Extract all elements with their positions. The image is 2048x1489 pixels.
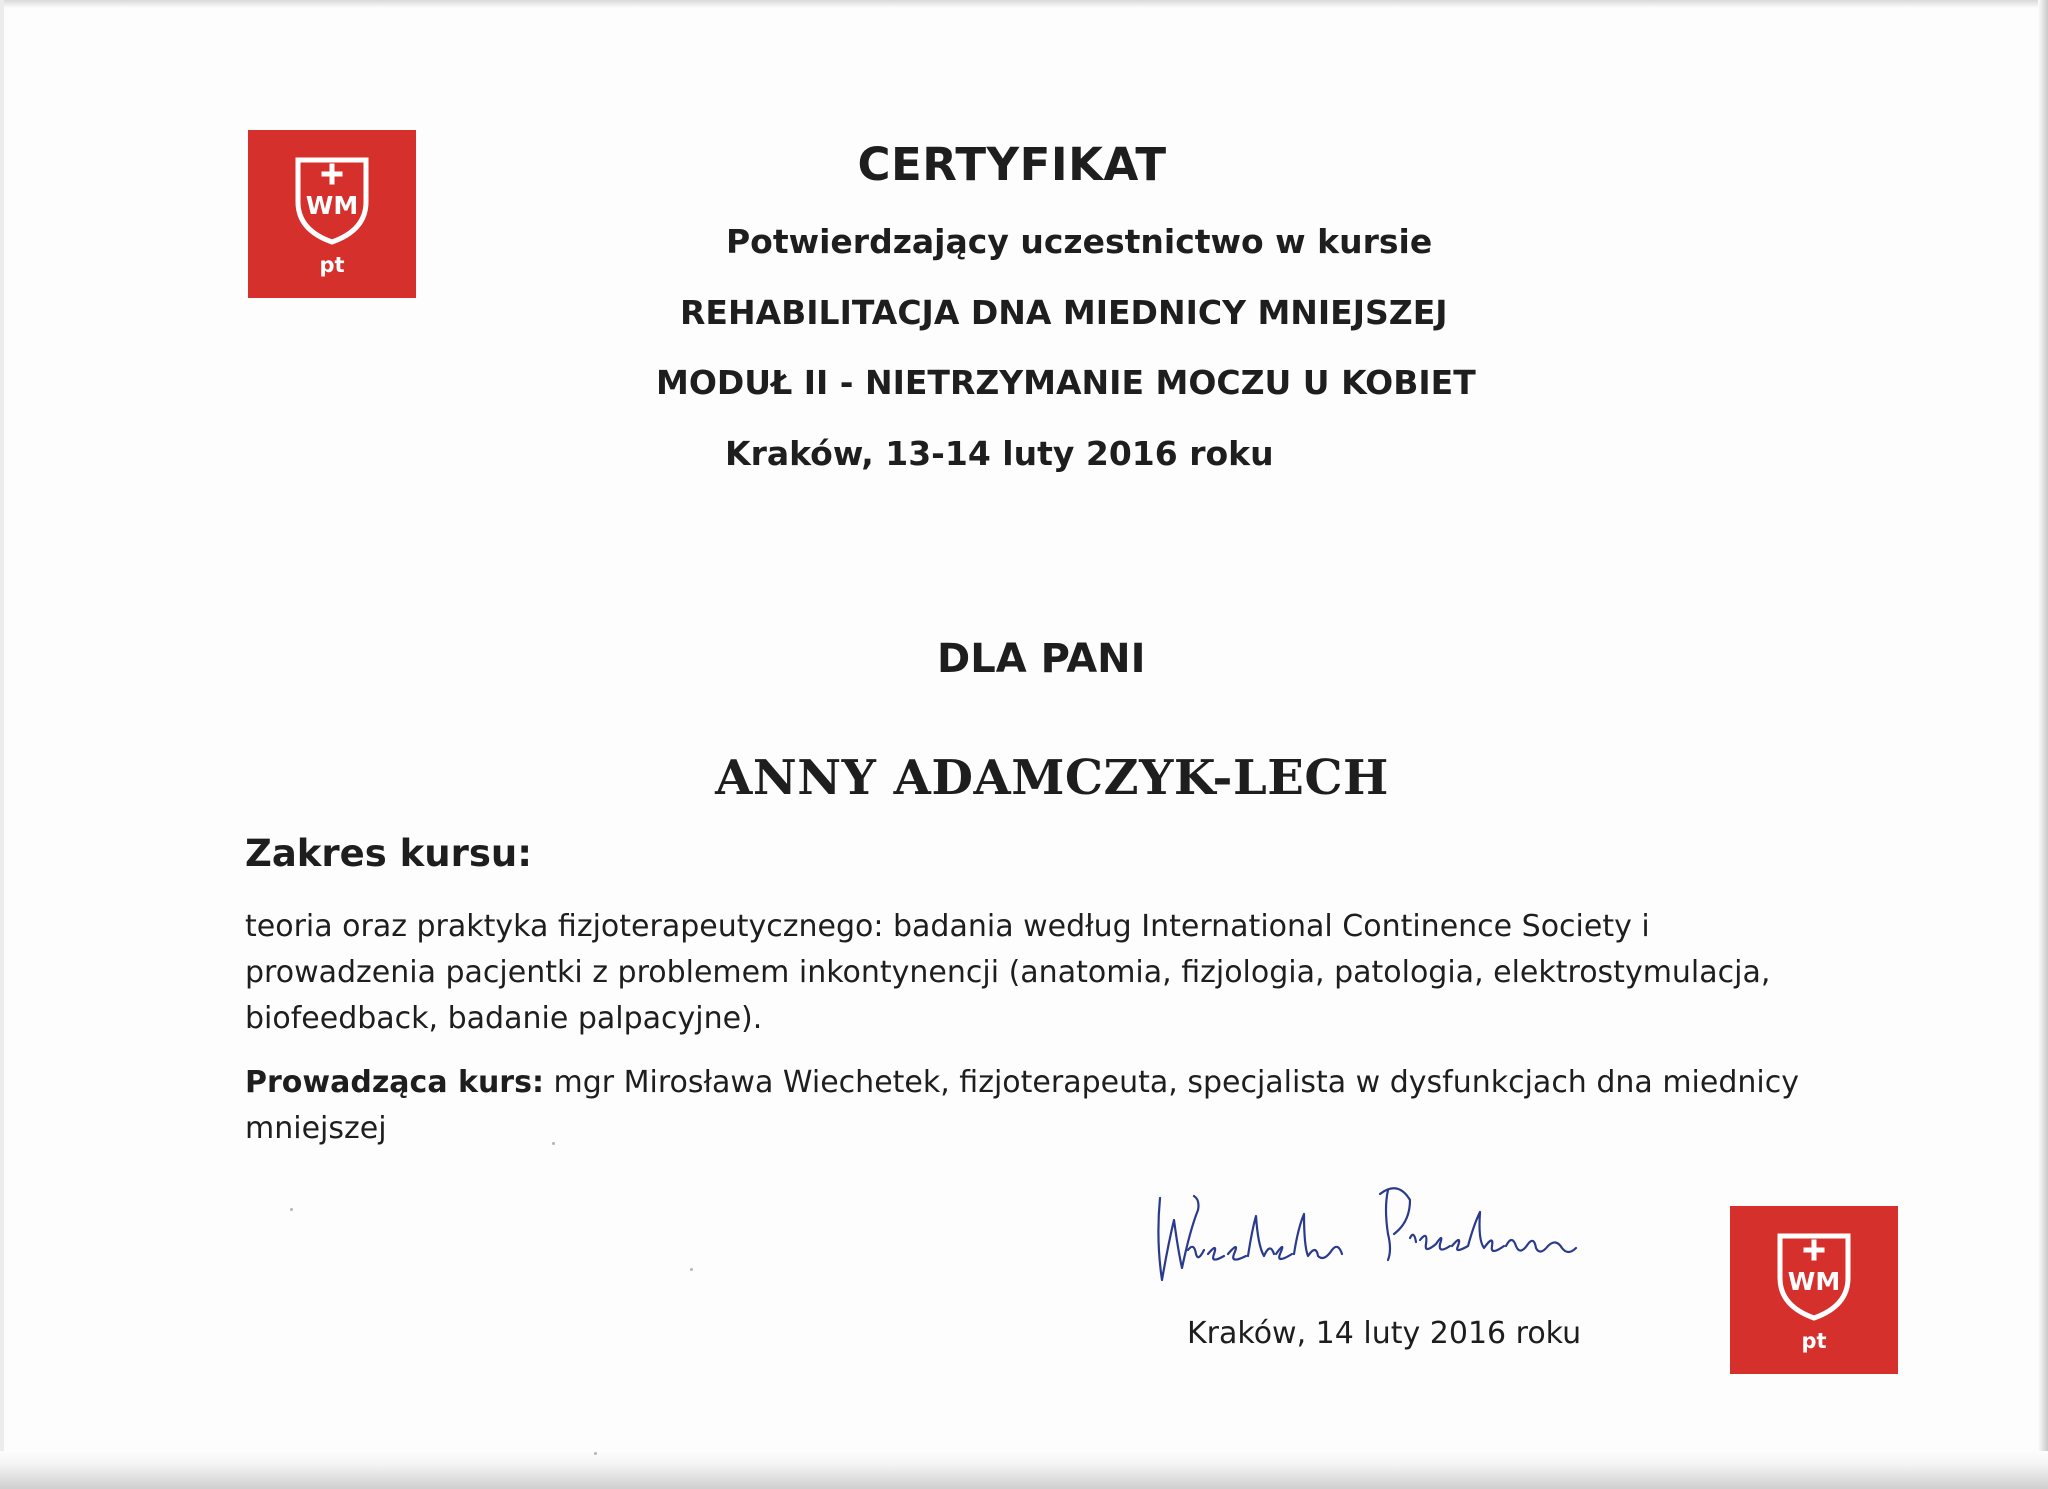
for-label: DLA PANI	[937, 636, 1146, 682]
scope-text: teoria oraz praktyka fizjoterapeutycznego: badania według International Continence Society i prowadzenia pacjentki z problemem inkontynencji (anatomia, fizjologia, patologia, elektrostymulacja, biofeedback, badanie palpacyjne).	[245, 909, 1771, 1036]
scan-edge-bottom	[0, 1451, 2048, 1489]
scan-speck	[552, 1142, 555, 1145]
signature-image	[1148, 1150, 1628, 1300]
logo-text-pt: pt	[1801, 1329, 1827, 1353]
scan-speck	[290, 1208, 293, 1211]
scan-edge-left	[0, 0, 4, 1489]
course-module: MODUŁ II - NIETRZYMANIE MOCZU U KOBIET	[656, 363, 1476, 402]
recipient-name: ANNY ADAMCZYK-LECH	[715, 750, 1389, 806]
instructor-label: Prowadząca kurs:	[245, 1065, 544, 1100]
instructor-text: mgr Mirosława Wiechetek, fizjoterapeuta, specjalista w dysfunkcjach dna miednicy mniejszej	[245, 1065, 1799, 1146]
certificate-subtitle: Potwierdzający uczestnictwo w kursie	[726, 222, 1433, 261]
scan-edge-top	[0, 0, 2048, 8]
scope-heading: Zakres kursu:	[245, 832, 533, 875]
sign-date: Kraków, 14 luty 2016 roku	[1187, 1316, 1582, 1351]
course-name: REHABILITACJA DNA MIEDNICY MNIEJSZEJ	[680, 293, 1448, 332]
wm-pt-shield-logo-icon	[1730, 1206, 1898, 1374]
wm-pt-logo-bottom	[1730, 1206, 1898, 1374]
instructor-line	[245, 1060, 1805, 1152]
scan-edge-right	[2038, 0, 2048, 1489]
course-place-date: Kraków, 13-14 luty 2016 roku	[725, 434, 1274, 473]
certificate-title: CERTYFIKAT	[857, 138, 1167, 191]
scan-speck	[594, 1452, 597, 1455]
logo-text-pt: pt	[319, 253, 345, 277]
logo-text-wm: WM	[305, 191, 359, 220]
logo-text-wm: WM	[1787, 1267, 1841, 1296]
scan-speck	[690, 1268, 693, 1271]
